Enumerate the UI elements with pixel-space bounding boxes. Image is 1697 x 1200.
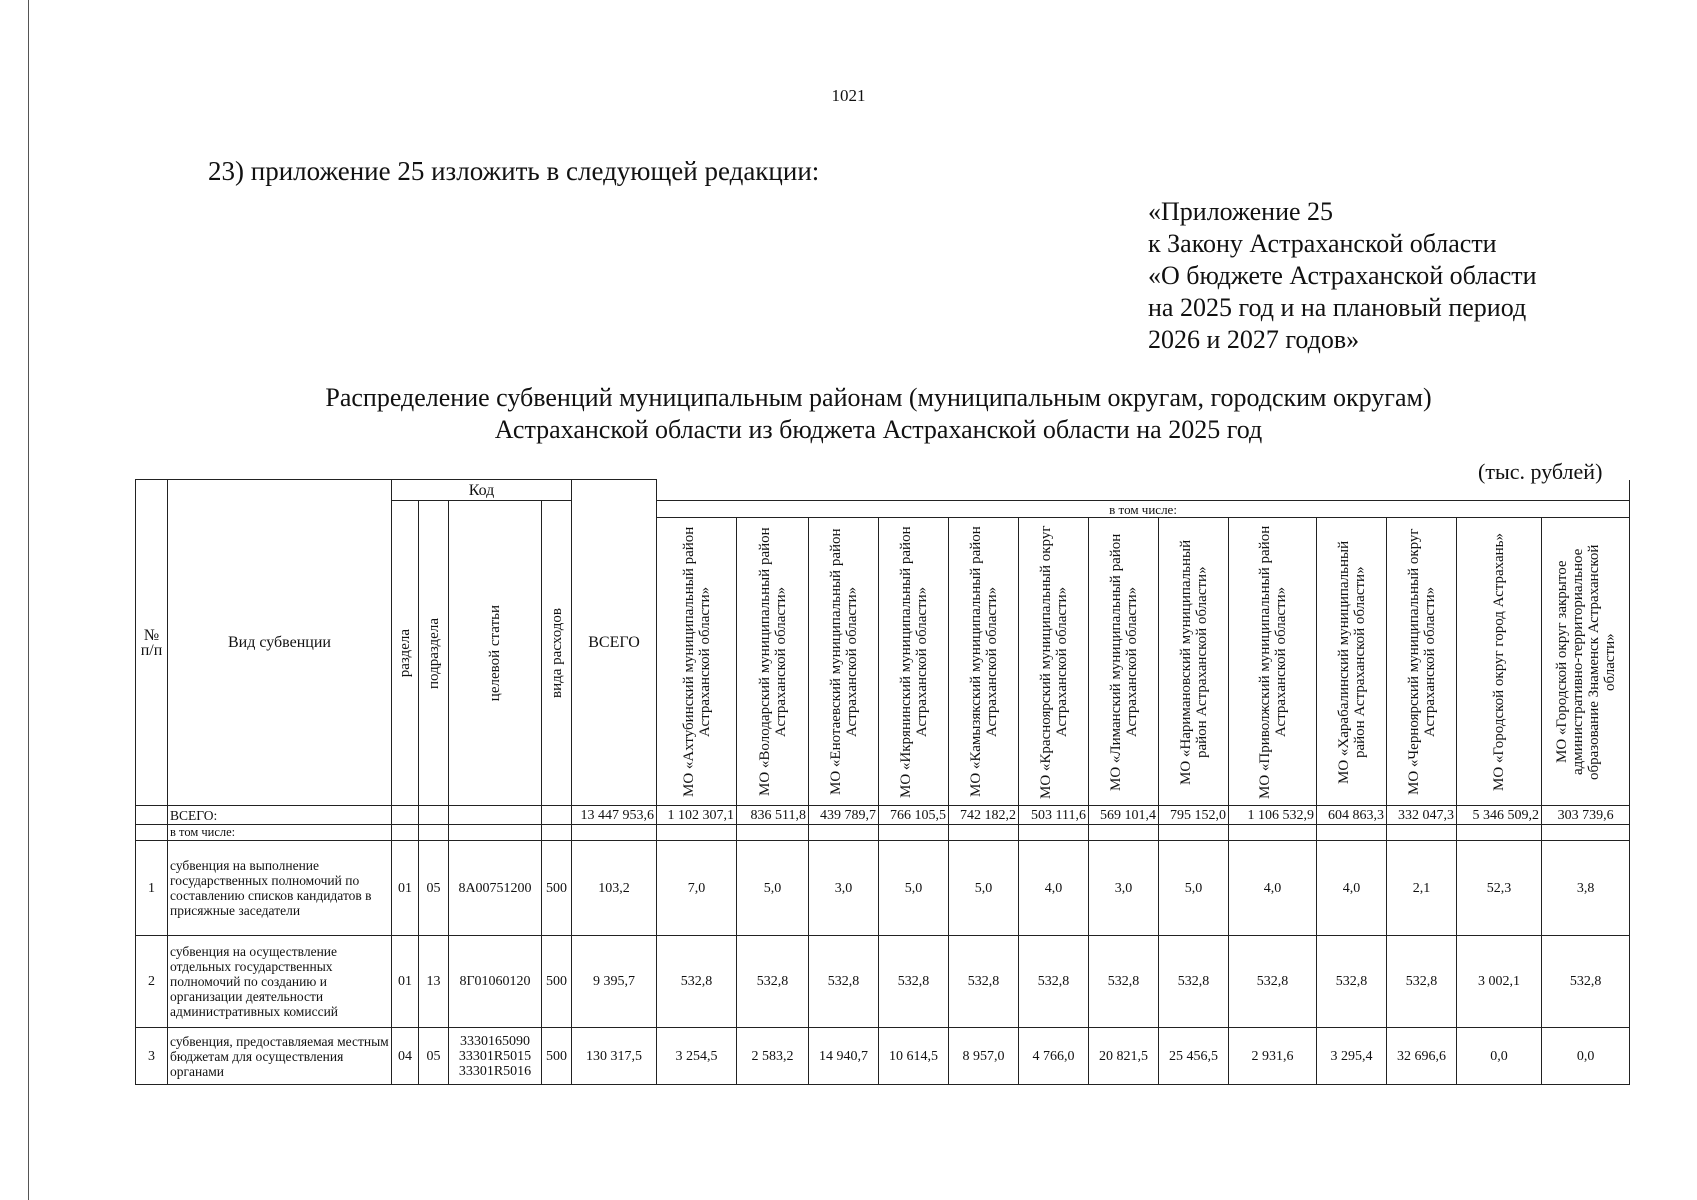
value-cell: 5,0 (949, 841, 1019, 936)
value-cell: 7,0 (657, 841, 737, 936)
expense-code: 500 (542, 1028, 572, 1085)
table-row (136, 1028, 1630, 1085)
column-header: МО «Наримановский муниципальный район Астраханской области» (1159, 518, 1229, 806)
expense-code: 500 (542, 841, 572, 936)
expense-code: 500 (542, 936, 572, 1028)
subsection-code: 05 (419, 841, 449, 936)
subsection-code: 13 (419, 936, 449, 1028)
header-gap (657, 480, 1630, 501)
column-header: МО «Приволжский муниципальный район Астраханской области» (1229, 518, 1317, 806)
column-header: МО «Харабалинский муниципальный район Астраханской области» (1317, 518, 1387, 806)
column-header: МО «Лиманский муниципальный район Астраханской области» (1089, 518, 1159, 806)
subvention-name: субвенция на выполнение государственных полномочий по составлению списков кандидатов в присяжные заседатели (168, 841, 392, 936)
subvention-name: субвенция на осуществление отдельных государственных полномочий по созданию и организации деятельности административных комиссий (168, 936, 392, 1028)
value-cell: 2 931,6 (1229, 1028, 1317, 1085)
total-cell: 836 511,8 (737, 806, 809, 825)
value-cell: 532,8 (809, 936, 879, 1028)
including-row (136, 825, 1630, 841)
value-cell: 532,8 (1229, 936, 1317, 1028)
total-cell: 5 346 509,2 (1457, 806, 1542, 825)
total-cell: 303 739,6 (1542, 806, 1630, 825)
target-code: 8А00751200 (449, 841, 542, 936)
value-cell: 5,0 (879, 841, 949, 936)
total-cell: 766 105,5 (879, 806, 949, 825)
value-cell: 4,0 (1317, 841, 1387, 936)
value-cell: 532,8 (1019, 936, 1089, 1028)
total-cell: 1 106 532,9 (1229, 806, 1317, 825)
column-header: МО «Черноярский муниципальный округ Астраханской области» (1387, 518, 1457, 806)
target-code: 3330165090 33301R5015 33301R5016 (449, 1028, 542, 1085)
table-row (136, 936, 1630, 1028)
value-cell: 532,8 (949, 936, 1019, 1028)
header-code: Код (392, 480, 572, 501)
row-number: 1 (136, 841, 168, 936)
value-cell: 532,8 (1089, 936, 1159, 1028)
appendix-line: к Закону Астраханской области (1148, 229, 1497, 258)
value-cell: 52,3 (1457, 841, 1542, 936)
value-cell: 14 940,7 (809, 1028, 879, 1085)
value-cell: 5,0 (737, 841, 809, 936)
appendix-note (1148, 196, 1537, 356)
value-cell: 3 295,4 (1317, 1028, 1387, 1085)
value-cell: 3 254,5 (657, 1028, 737, 1085)
total-cell: 503 111,6 (1019, 806, 1089, 825)
value-cell: 0,0 (1457, 1028, 1542, 1085)
section-code: 04 (392, 1028, 419, 1085)
value-cell: 3,0 (809, 841, 879, 936)
column-header: МО «Икрянинский муниципальный район Астраханской области» (879, 518, 949, 806)
total-cell: 742 182,2 (949, 806, 1019, 825)
intro-text: 23) приложение 25 изложить в следующей редакции: (208, 156, 820, 186)
column-header: МО «Енотаевский муниципальный район Астраханской области» (809, 518, 879, 806)
column-header: МО «Городской округ закрытое административно-территориальное образование Знаменск Астраханской области» (1542, 518, 1630, 806)
header-subvention-type: Вид субвенции (168, 480, 392, 806)
total-cell: 439 789,7 (809, 806, 879, 825)
title-line: Распределение субвенций муниципальным районам (муниципальным округам, городским округам) (325, 383, 1432, 412)
value-cell: 25 456,5 (1159, 1028, 1229, 1085)
value-cell: 532,8 (737, 936, 809, 1028)
column-header: МО «Володарский муниципальный район Астраханской области» (737, 518, 809, 806)
total-cell: 795 152,0 (1159, 806, 1229, 825)
value-cell: 532,8 (879, 936, 949, 1028)
value-cell: 2 583,2 (737, 1028, 809, 1085)
value-cell: 0,0 (1542, 1028, 1630, 1085)
value-cell: 4,0 (1229, 841, 1317, 936)
value-cell: 532,8 (657, 936, 737, 1028)
title-line: Астраханской области из бюджета Астраханской области на 2025 год (494, 415, 1263, 444)
header-including: в том числе: (657, 501, 1630, 518)
page-edge-line (28, 0, 29, 1200)
table-row (136, 841, 1630, 936)
row-number: 2 (136, 936, 168, 1028)
row-number: 3 (136, 1028, 168, 1085)
value-cell: 32 696,6 (1387, 1028, 1457, 1085)
total-label: ВСЕГО: (168, 806, 392, 825)
section-code: 01 (392, 936, 419, 1028)
header-expense: вида расходов (542, 501, 572, 806)
column-header: МО «Городской округ город Астрахань» (1457, 518, 1542, 806)
value-cell: 532,8 (1542, 936, 1630, 1028)
section-code: 01 (392, 841, 419, 936)
appendix-line: «О бюджете Астраханской области (1148, 261, 1537, 290)
value-cell: 4,0 (1019, 841, 1089, 936)
column-header: МО «Камызякский муниципальный район Астраханской области» (949, 518, 1019, 806)
value-cell: 3,8 (1542, 841, 1630, 936)
value-cell: 20 821,5 (1089, 1028, 1159, 1085)
appendix-line: «Приложение 25 (1148, 197, 1334, 226)
column-header: МО «Красноярский муниципальный округ Астраханской области» (1019, 518, 1089, 806)
row-total: 9 395,7 (572, 936, 657, 1028)
header-subsection: подраздела (419, 501, 449, 806)
value-cell: 532,8 (1159, 936, 1229, 1028)
total-sum: 13 447 953,6 (572, 806, 657, 825)
subvention-name: субвенция, предоставляемая местным бюджетам для осуществления органами (168, 1028, 392, 1085)
total-cell: 1 102 307,1 (657, 806, 737, 825)
row-total: 130 317,5 (572, 1028, 657, 1085)
appendix-line: на 2025 год и на плановый период (1148, 293, 1527, 322)
column-header: МО «Ахтубинский муниципальный район Астраханской области» (657, 518, 737, 806)
value-cell: 3 002,1 (1457, 936, 1542, 1028)
document-title (0, 382, 1697, 446)
value-cell: 2,1 (1387, 841, 1457, 936)
row-total: 103,2 (572, 841, 657, 936)
header-target: целевой статьи (449, 501, 542, 806)
value-cell: 5,0 (1159, 841, 1229, 936)
header-total: ВСЕГО (572, 480, 657, 806)
including-label: в том числе: (168, 825, 392, 841)
value-cell: 8 957,0 (949, 1028, 1019, 1085)
header-num: № п/п (136, 480, 168, 806)
page-number: 1021 (831, 86, 866, 105)
value-cell: 532,8 (1387, 936, 1457, 1028)
value-cell: 10 614,5 (879, 1028, 949, 1085)
value-cell: 532,8 (1317, 936, 1387, 1028)
value-cell: 3,0 (1089, 841, 1159, 936)
header-section: раздела (392, 501, 419, 806)
target-code: 8Г01060120 (449, 936, 542, 1028)
appendix-line: 2026 и 2027 годов» (1148, 325, 1360, 354)
total-cell: 604 863,3 (1317, 806, 1387, 825)
value-cell: 4 766,0 (1019, 1028, 1089, 1085)
subsection-code: 05 (419, 1028, 449, 1085)
total-row (136, 806, 1630, 825)
total-cell: 332 047,3 (1387, 806, 1457, 825)
units-label: (тыс. рублей) (1478, 459, 1603, 484)
subvention-table (135, 479, 1630, 1085)
total-cell: 569 101,4 (1089, 806, 1159, 825)
